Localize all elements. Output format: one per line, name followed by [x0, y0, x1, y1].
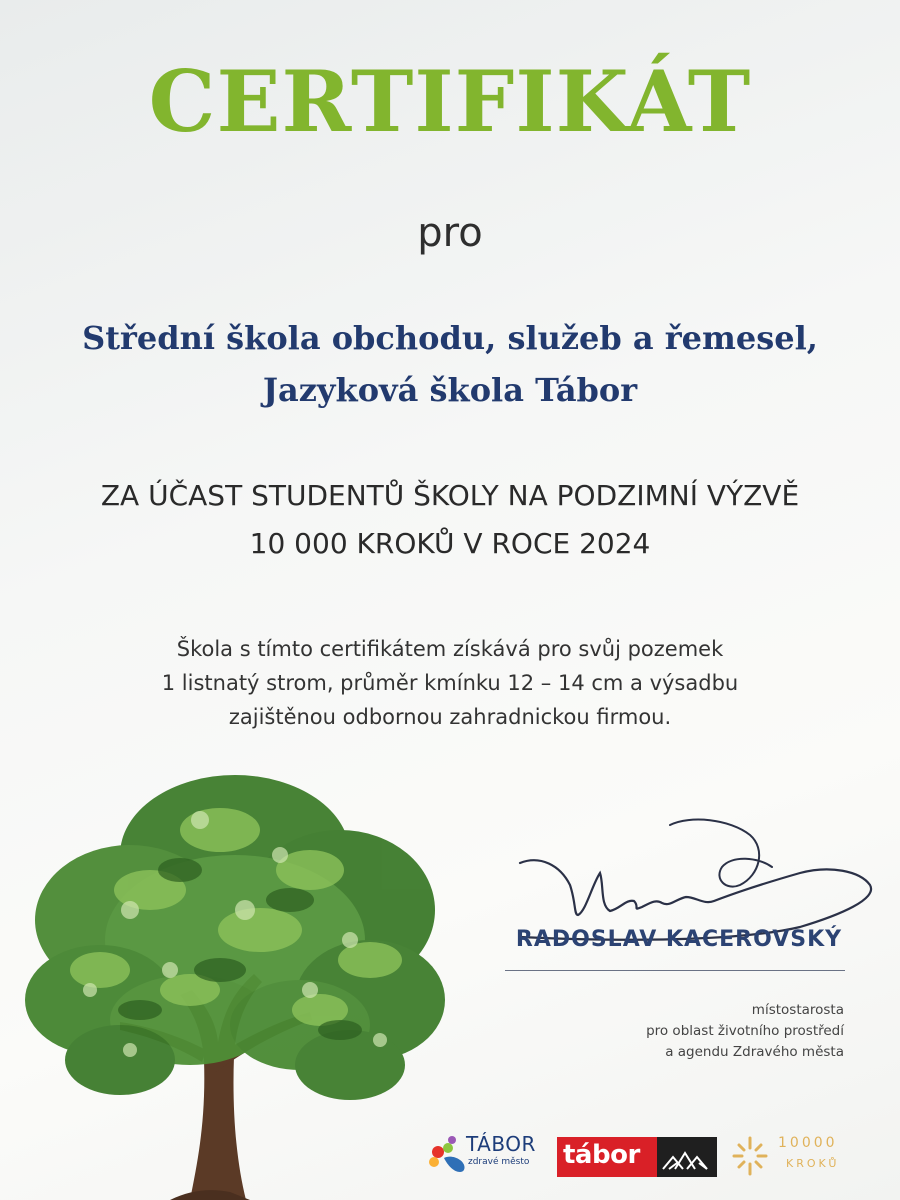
signer-role-line: a agendu Zdravého města: [665, 1044, 844, 1060]
recipient-line: Jazyková škola Tábor: [262, 371, 638, 409]
tree-illustration: [20, 760, 450, 1200]
award-description: [0, 632, 900, 734]
signer-name: RADOSLAV KACEROVSKÝ: [515, 927, 843, 952]
signer-role-line: pro oblast životního prostředí: [646, 1023, 844, 1039]
reason-line: 10 000 KROKŮ V ROCE 2024: [249, 527, 651, 560]
tabor-logo-subtitle: zdravé město: [468, 1157, 530, 1167]
signer-role-line: místostarosta: [751, 1002, 844, 1018]
certificate-title: CERTIFIKÁT: [148, 52, 752, 151]
signature: [500, 815, 890, 945]
description-line: 1 listnatý strom, průměr kmínku 12 – 14 cm a výsadbu: [161, 671, 739, 695]
award-reason: [0, 472, 900, 568]
steps-logo-number: 10000: [778, 1135, 838, 1151]
signature-line: [505, 970, 845, 971]
tabor-logo-name: TÁBOR: [466, 1132, 536, 1156]
steps-logo-word: KROKŮ: [786, 1157, 840, 1170]
recipient-line: Střední škola obchodu, služeb a řemesel,: [82, 319, 818, 357]
description-line: Škola s tímto certifikátem získává pro svůj pozemek: [176, 637, 724, 661]
recipient-name: [0, 312, 900, 416]
signer-title: [646, 1000, 844, 1063]
tabor-brand-text: tábor: [563, 1140, 640, 1170]
description-line: zajištěnou odbornou zahradnickou firmou.: [228, 705, 672, 729]
reason-line: ZA ÚČAST STUDENTŮ ŠKOLY NA PODZIMNÍ VÝZVĚ: [100, 479, 800, 512]
for-label: pro: [417, 210, 483, 256]
